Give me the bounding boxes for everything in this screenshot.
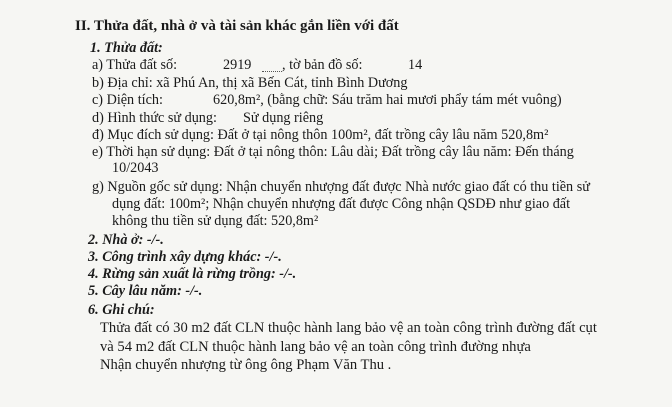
address-line: b) Địa chỉ: xã Phú An, thị xã Bến Cát, tỉnh Bình Dương xyxy=(92,75,408,91)
map-sheet-label: , tờ bản đồ số: xyxy=(282,57,363,73)
usage-form-value: Sử dụng riêng xyxy=(243,110,324,126)
usage-term-line1: e) Thời hạn sử dụng: Đất ở tại nông thôn: Lâu dài; Đất trồng cây lâu năm: Đến tháng xyxy=(92,144,574,160)
parcel-number-value: 2919 xyxy=(223,57,252,73)
usage-purpose: đ) Mục đích sử dụng: Đất ở tại nông thôn 100m², đất trồng cây lâu năm 520,8m² xyxy=(92,127,549,143)
dotted-leader xyxy=(262,71,282,72)
note-line-2: và 54 m2 đất CLN thuộc hành lang bảo vệ an toàn công trình đường nhựa xyxy=(100,339,531,355)
usage-form-label: d) Hình thức sử dụng: xyxy=(92,110,217,126)
construction-item: 3. Công trình xây dựng khác: -/-. xyxy=(88,249,282,265)
note-line-1: Thửa đất có 30 m2 đất CLN thuộc hành lang bảo vệ an toàn công trình đường đất cụt xyxy=(100,320,597,336)
origin-line1: g) Nguồn gốc sử dụng: Nhận chuyển nhượng đất được Nhà nước giao đất có thu tiền sử xyxy=(92,179,590,195)
parcel-number-label: a) Thửa đất số: xyxy=(92,57,178,73)
origin-line2: dụng đất: 100m²; Nhận chuyển nhượng đất được Công nhận QSDĐ như giao đất xyxy=(112,196,571,212)
forest-item: 4. Rừng sản xuất là rừng trồng: -/-. xyxy=(88,266,297,282)
map-sheet-value: 14 xyxy=(408,57,423,73)
area-label: c) Diện tích: xyxy=(92,92,163,108)
area-value: 620,8m², (bằng chữ: Sáu trăm hai mươi phẩy tám mét vuông) xyxy=(213,92,562,108)
usage-term-line2: 10/2043 xyxy=(112,160,159,176)
perennial-item: 5. Cây lâu năm: -/-. xyxy=(88,283,203,299)
land-heading: 1. Thửa đất: xyxy=(90,40,163,56)
note-line-3: Nhận chuyển nhượng từ ông ông Phạm Văn Thu . xyxy=(100,357,392,373)
notes-heading: 6. Ghi chú: xyxy=(88,302,155,318)
origin-line3: không thu tiền sử dụng đất: 520,8m² xyxy=(112,213,319,229)
house-item: 2. Nhà ở: -/-. xyxy=(88,232,164,248)
section-title: II. Thửa đất, nhà ở và tài sản khác gắn liền với đất xyxy=(75,18,399,34)
